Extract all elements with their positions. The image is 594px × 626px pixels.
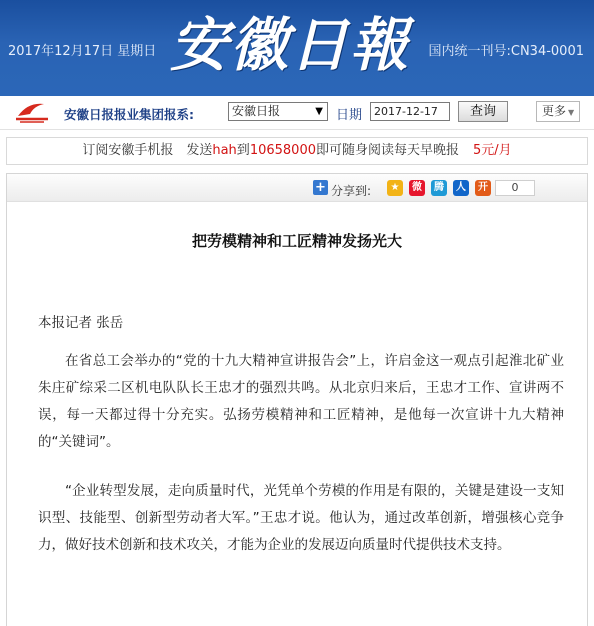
article-headline: 把劳模精神和工匠精神发扬光大 bbox=[191, 232, 402, 250]
article-byline: 本报记者 张岳 bbox=[38, 315, 124, 331]
share-bar bbox=[7, 174, 587, 202]
weibo-icon[interactable]: 微 bbox=[409, 180, 425, 196]
promo-text-3: 即可随身阅读每天早晚报 bbox=[315, 143, 459, 158]
share-plus-icon[interactable]: + bbox=[313, 180, 328, 195]
article-paragraph: “企业转型发展，走向质量时代，光凭单个劳模的作用是有限的，关键是建设一支知识型、技能型、创新型劳动者大军。”王忠才说。他认为，通过改革创新，增强核心竞争力，做好技术创新和技术攻关，才能为企业的发展迈向质量时代提供技术支持。 bbox=[38, 483, 564, 553]
tencent-weibo-icon[interactable]: 腾 bbox=[431, 180, 447, 196]
promo-price: 5元/月 bbox=[473, 143, 512, 158]
masthead bbox=[0, 0, 594, 96]
nav-bar bbox=[0, 96, 594, 130]
promo-number: 10658000 bbox=[249, 143, 316, 158]
promo-code: hah bbox=[212, 143, 237, 158]
subscription-promo[interactable] bbox=[6, 137, 588, 165]
group-logo-icon bbox=[14, 100, 52, 124]
query-button[interactable]: 查询 bbox=[458, 101, 508, 122]
article-paragraph: 在省总工会举办的“党的十九大精神宣讲报告会”上，许启金这一观点引起淮北矿业朱庄矿综采二区机电队队长王忠才的强烈共鸣。从北京归来后，王忠才工作、宣讲两不误，每一天都过得十分充实。弘扬劳模精神和工匠精神，是他每一次宣讲十九大精神的“关键词”。 bbox=[38, 353, 564, 450]
masthead-date: 2017年12月17日 星期日 bbox=[8, 44, 157, 59]
promo-text-1: 订阅安徽手机报 发送 bbox=[82, 143, 213, 158]
group-label: 安徽日报报业集团报系: bbox=[64, 107, 194, 122]
kaixin-icon[interactable]: 开 bbox=[475, 180, 491, 196]
share-count: 0 bbox=[495, 180, 535, 196]
more-button[interactable] bbox=[536, 101, 580, 122]
date-label: 日期 bbox=[336, 108, 363, 123]
more-button-label: 更多 bbox=[542, 104, 567, 118]
date-input[interactable]: 2017-12-17 bbox=[370, 102, 450, 121]
newspaper-logo-title: 安徽日報 bbox=[170, 11, 411, 79]
article-panel bbox=[6, 173, 588, 626]
paper-select[interactable] bbox=[228, 102, 328, 121]
paper-select-value: 安徽日报 bbox=[232, 104, 281, 118]
masthead-issn: 国内统一刊号:CN34-0001 bbox=[428, 44, 584, 59]
qzone-icon[interactable]: ★ bbox=[387, 180, 403, 196]
promo-text-2: 到 bbox=[236, 143, 250, 158]
share-label: 分享到: bbox=[331, 184, 372, 198]
dropdown-arrow-icon: ▼ bbox=[315, 106, 323, 117]
chevron-down-icon: ▼ bbox=[568, 108, 575, 117]
renren-icon[interactable]: 人 bbox=[453, 180, 469, 196]
